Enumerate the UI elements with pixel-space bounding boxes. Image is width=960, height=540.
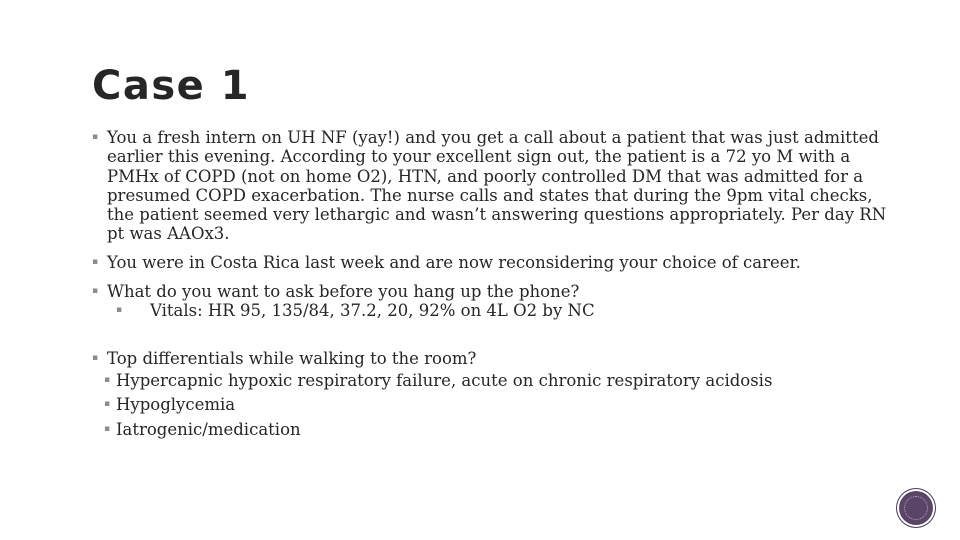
bullet-marker: ▪ [92,352,99,363]
sub-bullet-text: Iatrogenic/medication [116,419,301,439]
slide-content [92,128,892,439]
bullet-case-description [92,128,892,244]
sub-bullet-text: Hypercapnic hypoxic respiratory failure, acute on chronic respiratory acidosis [116,370,773,390]
sub-bullet-hypercapnic [104,371,892,390]
bullet-marker: ▪ [92,256,99,267]
bullet-text: Top differentials while walking to the room? [107,348,477,368]
bullet-text: You a fresh intern on UH NF (yay!) and you get a call about a patient that was just admitted earlier this evening. According to your excellent sign out, the patient is a 72 yo M with a PMHx of COPD (not on home O2), HTN, and poorly controlled DM that was admitted for a presumed COPD exacerbation. The nurse calls and states that during the 9pm vital checks, the patient seemed very lethargic and wasn’t answering questions appropriately. Per day RN pt was AAOx3. [107,128,887,244]
sub-bullet-marker: ▪ [104,399,111,410]
bullet-costa-rica [92,253,892,272]
sub-bullet-hypoglycemia [104,395,892,414]
bullet-differentials [92,349,892,368]
logo-icon [899,491,933,525]
sub-bullet-marker: ▪ [116,305,123,316]
bullet-questions [92,282,892,301]
sub-bullet-text: Hypoglycemia [116,395,236,415]
sub-bullet-marker: ▪ [104,374,111,385]
sub-bullet-vitals [116,301,892,320]
sub-bullet-marker: ▪ [104,423,111,434]
sub-bullet-iatrogenic [104,420,892,439]
bullet-text: You were in Costa Rica last week and are now reconsidering your choice of career. [107,252,801,272]
bullet-marker: ▪ [92,132,99,142]
sub-bullet-text: Vitals: HR 95, 135/84, 37.2, 20, 92% on 4L O2 by NC [150,301,595,321]
slide-title: Case 1 [92,63,251,109]
bullet-text: What do you want to ask before you hang up the phone? [107,282,580,302]
bullet-marker: ▪ [92,286,99,297]
